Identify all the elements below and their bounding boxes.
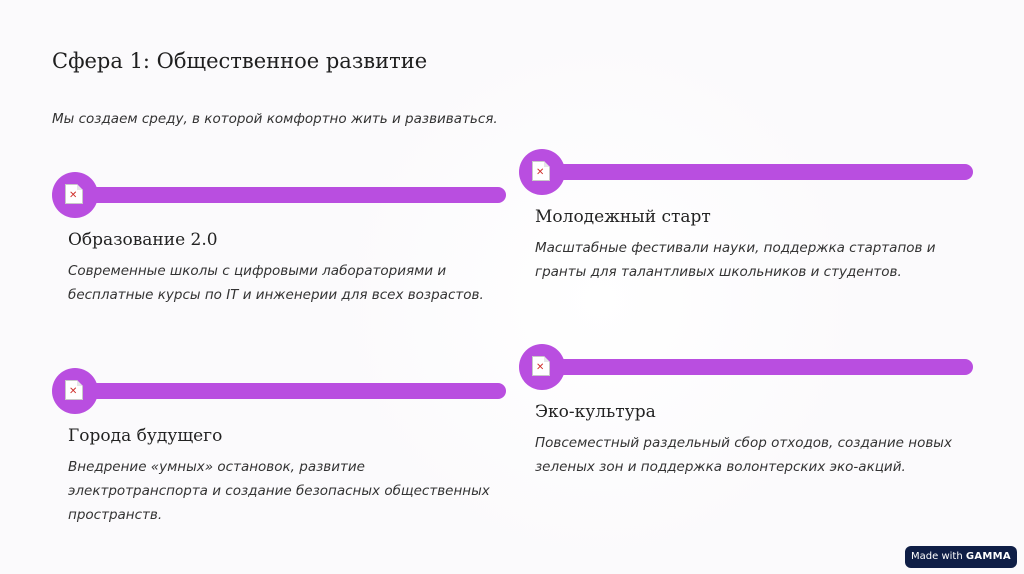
card-title: Молодежный старт	[535, 207, 711, 227]
card-accent-bar	[541, 359, 973, 375]
slide-subtitle: Мы создаем среду, в которой комфортно жить и развиваться.	[52, 111, 498, 127]
card-accent-bar	[74, 187, 506, 203]
broken-image-icon: ✕	[532, 161, 550, 181]
card-description: Повсеместный раздельный сбор отходов, создание новых зеленых зон и поддержка волонтерских эко-акций.	[535, 435, 952, 475]
card-description: Современные школы с цифровыми лабораториями и бесплатные курсы по IT и инженерии для всех возрастов.	[68, 263, 484, 303]
card-title: Города будущего	[68, 426, 223, 446]
badge-prefix: Made with	[911, 551, 963, 562]
card-icon-circle	[52, 368, 98, 414]
card-accent-bar	[541, 164, 973, 180]
card-icon-circle	[519, 149, 565, 195]
card-accent-bar	[74, 383, 506, 399]
broken-image-icon: ✕	[65, 184, 83, 204]
card-title: Эко-культура	[535, 402, 656, 422]
made-with-gamma-badge[interactable]	[905, 546, 1017, 568]
card-icon-circle	[52, 172, 98, 218]
card-description: Масштабные фестивали науки, поддержка стартапов и гранты для талантливых школьников и студентов.	[535, 240, 936, 280]
broken-image-icon: ✕	[532, 356, 550, 376]
card-icon-circle	[519, 344, 565, 390]
broken-image-icon: ✕	[65, 380, 83, 400]
card-title: Образование 2.0	[68, 230, 218, 250]
card-description: Внедрение «умных» остановок, развитие электротранспорта и создание безопасных общественных пространств.	[68, 459, 490, 523]
slide-title: Сфера 1: Общественное развитие	[52, 49, 428, 73]
gamma-logo: GAMMA	[965, 551, 1011, 562]
